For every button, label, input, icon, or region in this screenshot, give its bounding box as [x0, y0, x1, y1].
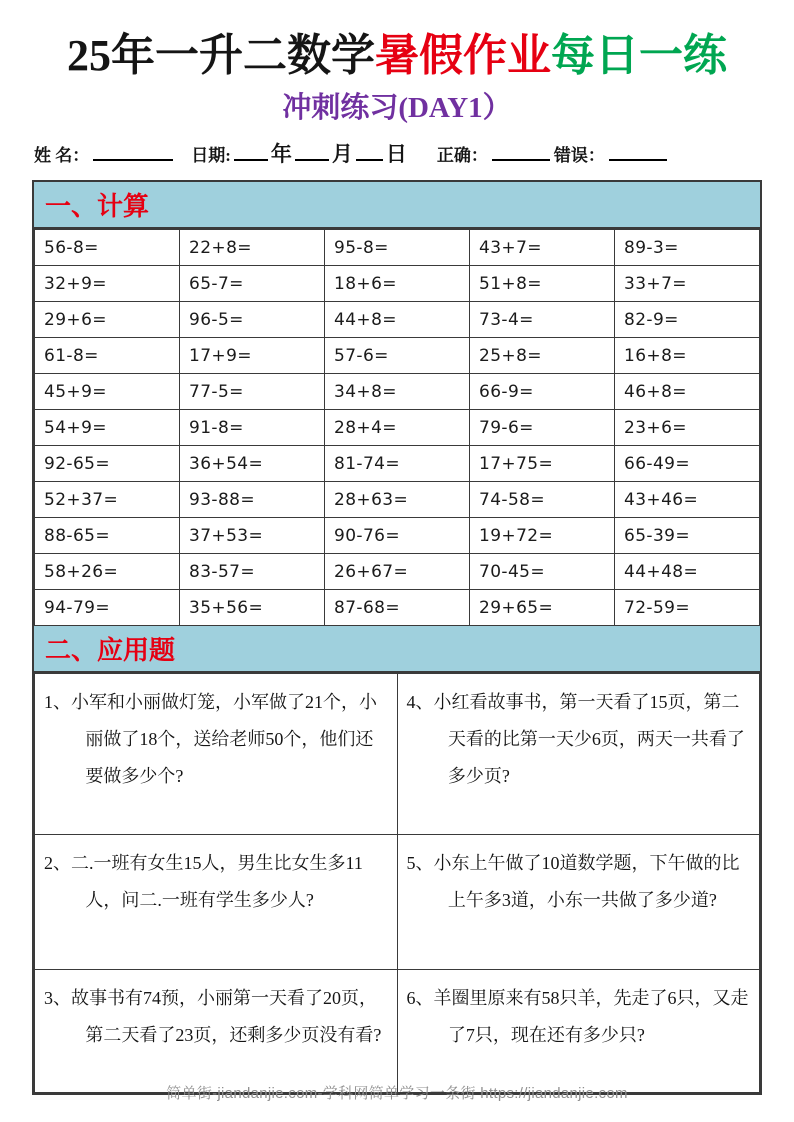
calc-row — [35, 590, 760, 626]
calc-row — [35, 554, 760, 590]
year-blank — [234, 156, 268, 161]
calc-problem-cell: 56-8= — [35, 230, 180, 266]
student-info-row — [34, 138, 760, 168]
word-problem-row — [35, 835, 760, 970]
word-problem-cell — [397, 674, 760, 835]
calc-problem-cell: 57-6= — [325, 338, 470, 374]
month-label: 月 — [331, 142, 353, 166]
word-problem-number: 6、 — [406, 988, 434, 1008]
section-2-heading: 二、应用题 — [45, 636, 176, 665]
calc-problem-cell: 29+6= — [35, 302, 180, 338]
calc-problem-cell: 95-8= — [325, 230, 470, 266]
section-1-heading: 一、计算 — [45, 192, 150, 221]
calc-problem-cell: 91-8= — [180, 410, 325, 446]
day-blank — [356, 156, 383, 161]
calc-problem-cell: 17+75= — [470, 446, 615, 482]
word-problem-number: 5、 — [406, 853, 434, 873]
calc-problem-cell: 28+63= — [325, 482, 470, 518]
footer-watermark: 简单街-jiandanjie.com-学科网简单学习一条街 https://jiandanjie.com — [166, 1085, 628, 1102]
calc-problem-cell: 52+37= — [35, 482, 180, 518]
calc-problem-cell: 81-74= — [325, 446, 470, 482]
calc-problem-cell: 70-45= — [470, 554, 615, 590]
calc-problem-cell: 33+7= — [615, 266, 760, 302]
calc-problem-cell: 35+56= — [180, 590, 325, 626]
calc-row — [35, 230, 760, 266]
word-problem-number: 3、 — [44, 988, 71, 1008]
word-problem-number: 4、 — [406, 692, 434, 712]
calc-problem-cell: 32+9= — [35, 266, 180, 302]
calc-problem-cell: 93-88= — [180, 482, 325, 518]
title-part-homework: 暑假作业 — [375, 31, 551, 80]
page-subtitle: 冲刺练习(DAY1） — [282, 92, 512, 124]
calc-problem-cell: 66-49= — [615, 446, 760, 482]
calc-problem-cell: 45+9= — [35, 374, 180, 410]
calc-row — [35, 482, 760, 518]
word-problem-cell — [35, 970, 398, 1093]
word-problem-cell — [35, 835, 398, 970]
calc-row — [35, 374, 760, 410]
calc-problem-cell: 18+6= — [325, 266, 470, 302]
name-blank — [93, 156, 173, 161]
correct-blank — [492, 156, 550, 161]
title-part-daily: 每日一练 — [551, 31, 727, 80]
worksheet-body — [32, 180, 762, 1095]
calc-problem-cell: 66-9= — [470, 374, 615, 410]
calc-row — [35, 410, 760, 446]
word-problem-row — [35, 970, 760, 1093]
calc-problem-cell: 79-6= — [470, 410, 615, 446]
year-label: 年 — [270, 142, 292, 166]
calculation-table — [34, 229, 760, 626]
title-part-grade: 25年一升二数学 — [67, 31, 375, 80]
name-label: 姓 名： — [34, 146, 90, 165]
calc-problem-cell: 74-58= — [470, 482, 615, 518]
day-label: 日 — [385, 142, 407, 166]
calc-problem-cell: 37+53= — [180, 518, 325, 554]
calc-problem-cell: 94-79= — [35, 590, 180, 626]
calc-row — [35, 302, 760, 338]
word-problems-table — [34, 673, 760, 1093]
calc-problem-cell: 29+65= — [470, 590, 615, 626]
calc-problem-cell: 82-9= — [615, 302, 760, 338]
calc-problem-cell: 87-68= — [325, 590, 470, 626]
calc-problem-cell: 46+8= — [615, 374, 760, 410]
calc-problem-cell: 96-5= — [180, 302, 325, 338]
calc-problem-cell: 92-65= — [35, 446, 180, 482]
word-problem-row — [35, 674, 760, 835]
word-problem-cell — [397, 835, 760, 970]
calc-problem-cell: 22+8= — [180, 230, 325, 266]
calc-problem-cell: 34+8= — [325, 374, 470, 410]
calc-problem-cell: 83-57= — [180, 554, 325, 590]
month-blank — [295, 156, 329, 161]
word-problem-text: 5、小东上午做了10道数学题，下午做的比上午多3道，小东一共做了多少道? — [406, 853, 740, 910]
word-problem-text: 2、二.一班有女生15人，男生比女生多11人，问二.一班有学生多少人? — [44, 853, 363, 910]
wrong-label: 错误： — [553, 146, 605, 165]
word-problem-text: 4、小红看故事书，第一天看了15页，第二天看的比第一天少6页，两天一共看了多少页? — [406, 692, 745, 786]
calc-problem-cell: 16+8= — [615, 338, 760, 374]
word-problem-number: 1、 — [44, 692, 71, 712]
calc-problem-cell: 88-65= — [35, 518, 180, 554]
calc-problem-cell: 65-7= — [180, 266, 325, 302]
calc-problem-cell: 44+8= — [325, 302, 470, 338]
word-problem-text: 6、羊圈里原来有58只羊，先走了6只，又走了7只，现在还有多少只? — [406, 988, 749, 1045]
calc-problem-cell: 77-5= — [180, 374, 325, 410]
calc-problem-cell: 54+9= — [35, 410, 180, 446]
calc-row — [35, 518, 760, 554]
correct-label: 正确： — [436, 146, 488, 165]
calc-problem-cell: 25+8= — [470, 338, 615, 374]
section-1-header — [34, 182, 760, 229]
word-problem-text: 3、故事书有74预，小丽第一天看了20页，第二天看了23页，还剩多少页没有看? — [44, 988, 382, 1045]
calc-problem-cell: 58+26= — [35, 554, 180, 590]
calc-problem-cell: 44+48= — [615, 554, 760, 590]
calc-row — [35, 446, 760, 482]
word-problem-text: 1、小军和小丽做灯笼，小军做了21个，小丽做了18个，送给老师50个，他们还要做多少个? — [44, 692, 377, 786]
calc-row — [35, 338, 760, 374]
calc-problem-cell: 61-8= — [35, 338, 180, 374]
calc-problem-cell: 43+46= — [615, 482, 760, 518]
word-problem-cell — [35, 674, 398, 835]
calc-problem-cell: 17+9= — [180, 338, 325, 374]
calc-problem-cell: 19+72= — [470, 518, 615, 554]
calc-problem-cell: 51+8= — [470, 266, 615, 302]
calc-problem-cell: 72-59= — [615, 590, 760, 626]
word-problem-cell — [397, 970, 760, 1093]
section-2-header — [34, 626, 760, 673]
page-title — [32, 28, 762, 83]
calc-problem-cell: 26+67= — [325, 554, 470, 590]
calc-problem-cell: 23+6= — [615, 410, 760, 446]
date-label: 日期: — [191, 146, 231, 165]
calc-problem-cell: 89-3= — [615, 230, 760, 266]
calc-problem-cell: 43+7= — [470, 230, 615, 266]
calc-problem-cell: 65-39= — [615, 518, 760, 554]
calc-problem-cell: 28+4= — [325, 410, 470, 446]
calc-problem-cell: 73-4= — [470, 302, 615, 338]
wrong-blank — [609, 156, 667, 161]
calc-problem-cell: 36+54= — [180, 446, 325, 482]
calc-row — [35, 266, 760, 302]
word-problem-number: 2、 — [44, 853, 71, 873]
calc-problem-cell: 90-76= — [325, 518, 470, 554]
